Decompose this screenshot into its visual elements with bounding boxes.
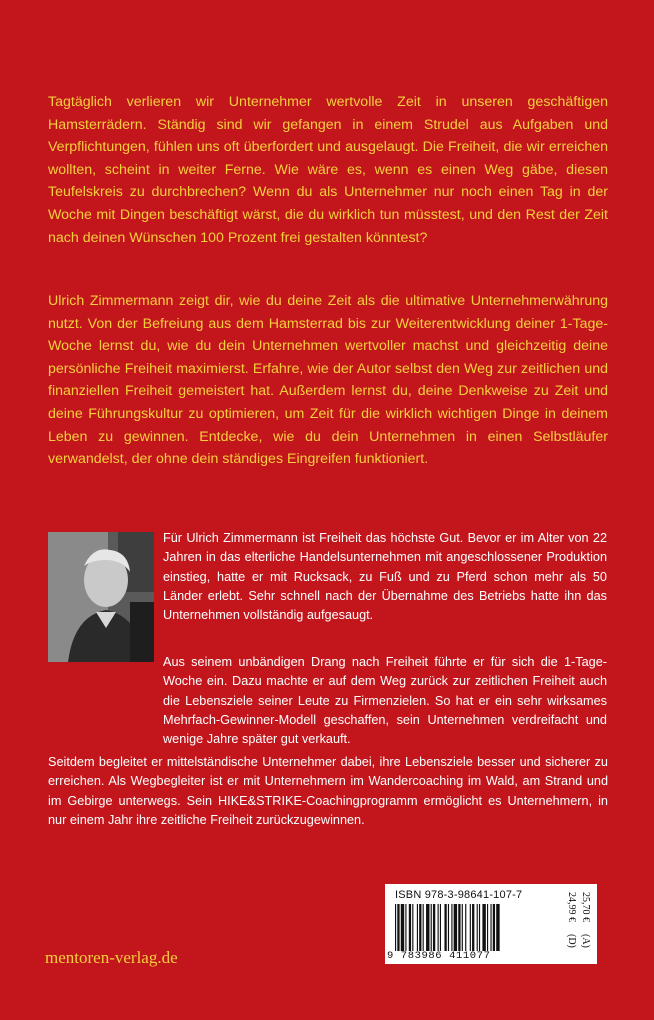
country-code-germany: (D) [566,934,577,948]
author-bio-paragraph: Für Ulrich Zimmermann ist Freiheit das höchste Gut. Bevor er im Alter von 22 Jahren in das elterliche Handelsunternehmen mit angeschlossener Produktion einstieg, hatte er mit Rucksack, zu Fuß und zu Pferd schon mehr als 50 Länder erlebt. Sehr schnell nach der Übernahme des Betriebs hatte ihn das Unternehmen vollständig aufgesaugt. [163,531,607,623]
isbn-barcode-box [385,884,597,964]
author-portrait-image [48,532,154,662]
blurb-paragraph: Ulrich Zimmermann zeigt dir, wie du deine Zeit als die ultimative Unternehmerwährung nutzt. Von der Befreiung aus dem Hamsterrad bis zur Weiterentwicklung deiner 1-Tage-Woche lernst du, wie du dein Unternehmen wertvoller machst und gleichzeitig deine persönliche Freiheit maximierst. Erfahre, wie der Autor selbst den Weg zur zeitlichen und finanziellen Freiheit gemeistert hat. Außerdem lernst du, deine Denkweise zu Zeit und deine Führungskultur zu optimieren, um Zeit für die wirklich wichtigen Dinge in deinem Leben zu gewinnen. Entdecke, wie du dein Unternehmen in einen Selbstläufer verwandelst, der ohne dein ständiges Eingreifen funktioniert. [48,293,608,468]
barcode-bar [431,904,432,951]
author-bio-paragraph: Seitdem begleitet er mittelständische Unternehmer dabei, ihre Lebensziele besser und sicherer zu erreichen. Als Wegbegleiter ist er mit Unternehmern im Wandercoaching im Wald, am Strand und im Gebirge unterwegs. Sein HIKE&STRIKE-Coachingprogramm ermöglicht es Unternehmern, in nur einem Jahr ihre zeitliche Freiheit zurückzugewinnen. [48,755,608,827]
barcode-bar [426,904,429,951]
barcode-bar [444,904,446,951]
barcode-bar [477,904,478,951]
isbn-text: ISBN 978-3-98641-107-7 [395,889,523,901]
barcode-bar [470,904,471,951]
barcode-bar [454,904,457,951]
barcode-bar [465,904,466,951]
barcode-bars [395,904,555,951]
blurb-paragraph: Tagtäglich verlieren wir Unternehmer wertvolle Zeit in unseren geschäftigen Hamsterrädern. Ständig sind wir gefangen in einem Strudel aus Aufgaben und Verpflichtungen, fühlen uns oft überfordert und ausgelaugt. Die Freiheit, die wir erreichen wollten, scheint in weiter Ferne. Wie wäre es, wenn es einen Weg gäbe, diesen Teufelskreis zu durchbrechen? Wenn du als Unternehmer nur noch einen Tag in der Woche mit Dingen beschäftigt wärst, die du wirklich tun müsstest, und den Rest der Zeit nach deinen Wünschen 100 Prozent frei gestalten könntest? [48,94,608,246]
barcode-bar [482,904,485,951]
barcode-bar [490,904,491,951]
barcode-bar [401,904,404,951]
barcode-digits: 9 783986 411077 [387,950,491,962]
barcode-bar [458,904,460,951]
author-bio-paragraph: Aus seinem unbändigen Drang nach Freiheit führte er für sich die 1-Tage-Woche ein. Dazu machte er auf dem Weg zurück zur zeitlichen Freiheit auch die Lebensziele seiner Leute zu Firmenzielen. So hat er ein sehr wirksames Mehrfach-Gewinner-Modell geschaffen, sein Unternehmen verdreifacht und wenige Jahre später gut verkauft. [163,655,607,747]
barcode-bar [438,904,439,951]
barcode-bar [397,904,399,951]
barcode-bar [493,904,495,951]
barcode-bar [405,904,406,951]
country-code-austria: (A) [580,934,591,948]
price-austria: 25,70 € [580,892,591,922]
barcode-bar [419,904,421,951]
barcode-bar [417,904,418,951]
barcode-bar [462,904,463,951]
barcode-bar [395,904,396,951]
author-photo [48,532,154,662]
barcode-bar [423,904,424,951]
publisher-url: mentoren-verlag.de [45,948,178,967]
barcode-bar [448,904,449,951]
barcode-bar [440,904,441,951]
barcode-bar [412,904,413,951]
barcode-bar [496,904,499,951]
price-germany: 24,99 € [566,892,577,922]
barcode-bar [472,904,474,951]
barcode-bar [451,904,452,951]
barcode-bar [479,904,480,951]
barcode-bar [433,904,435,951]
barcode-bar [487,904,488,951]
barcode-bar [409,904,411,951]
